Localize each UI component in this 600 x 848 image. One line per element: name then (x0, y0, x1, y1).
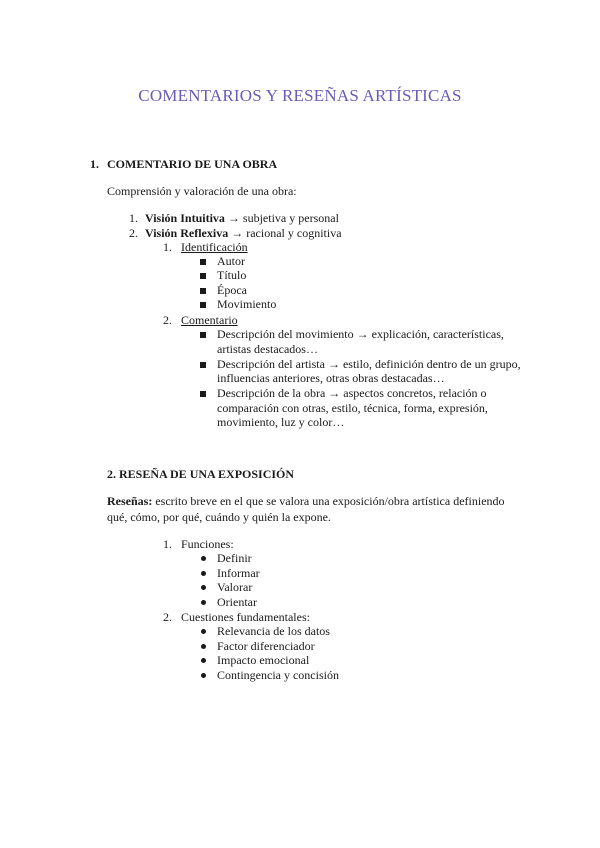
round-bullet-icon (201, 585, 206, 590)
section1-intro: Comprensión y valoración de una obra: (107, 184, 297, 198)
comentario-item-line: influencias anteriores, otras obras destacadas… (217, 371, 445, 385)
item2-bold: Visión Reflexiva (145, 226, 229, 240)
square-bullet-icon (200, 259, 206, 265)
comentario-item-line: Descripción de la obra → aspectos concretos, relación o (217, 386, 487, 400)
funciones-item: Definir (217, 551, 252, 565)
square-bullet-icon (200, 302, 206, 308)
comentario-item-line: Descripción del artista → estilo, definición dentro de un grupo, (217, 357, 521, 371)
item1-bold: Visión Intuitiva (145, 211, 225, 225)
square-bullet-icon (200, 391, 206, 397)
funciones-item: Orientar (217, 595, 257, 609)
item2-rest: → racional y cognitiva (228, 226, 342, 240)
square-bullet-icon (200, 332, 206, 338)
definition-term: Reseñas: (107, 494, 153, 508)
item1-rest: → subjetiva y personal (224, 211, 339, 225)
item2-text (145, 226, 342, 241)
round-bullet-icon (201, 556, 206, 561)
funciones-item: Informar (217, 566, 260, 580)
identificacion-label: Identificación (181, 240, 248, 254)
cuestiones-item: Relevancia de los datos (217, 624, 330, 638)
section1-number: 1. (90, 157, 99, 171)
section1-heading: COMENTARIO DE UNA OBRA (107, 157, 278, 171)
identificacion-item: Título (217, 268, 247, 282)
round-bullet-icon (201, 629, 206, 634)
item1-number: 1. (129, 211, 138, 225)
identificacion-number: 1. (163, 240, 172, 254)
cuestiones-item: Contingencia y concisión (217, 668, 339, 682)
comentario-item-line: movimiento, luz y color… (217, 415, 345, 429)
definition-text: escrito breve en el que se valora una exposición/obra artística definiendo (152, 494, 505, 508)
section2-heading: 2. RESEÑA DE UNA EXPOSICIÓN (107, 467, 295, 481)
section2-definition-line2: qué, cómo, por qué, cuándo y quién la expone. (107, 510, 331, 524)
round-bullet-icon (201, 571, 206, 576)
round-bullet-icon (201, 644, 206, 649)
comentario-item-line: comparación con otras, estilo, técnica, forma, expresión, (217, 401, 488, 415)
funciones-label: Funciones: (181, 537, 234, 551)
identificacion-item: Autor (217, 254, 245, 268)
round-bullet-icon (201, 673, 206, 678)
page-title: COMENTARIOS Y RESEÑAS ARTÍSTICAS (138, 86, 462, 105)
square-bullet-icon (200, 288, 206, 294)
comentario-number: 2. (163, 313, 172, 327)
cuestiones-item: Factor diferenciador (217, 639, 315, 653)
cuestiones-item: Impacto emocional (217, 653, 310, 667)
comentario-item-line: artistas destacados… (217, 342, 318, 356)
identificacion-item: Movimiento (217, 297, 277, 311)
funciones-number: 1. (163, 537, 172, 551)
comentario-item-line: Descripción del movimiento → explicación, características, (217, 327, 504, 341)
square-bullet-icon (200, 362, 206, 368)
identificacion-item: Época (217, 283, 247, 297)
round-bullet-icon (201, 600, 206, 605)
cuestiones-number: 2. (163, 610, 172, 624)
funciones-item: Valorar (217, 580, 253, 594)
item2-number: 2. (129, 226, 138, 240)
section2-definition (107, 494, 505, 509)
square-bullet-icon (200, 273, 206, 279)
cuestiones-label: Cuestiones fundamentales: (181, 610, 310, 624)
item1-text (145, 211, 339, 226)
comentario-label: Comentario (181, 313, 238, 327)
round-bullet-icon (201, 658, 206, 663)
